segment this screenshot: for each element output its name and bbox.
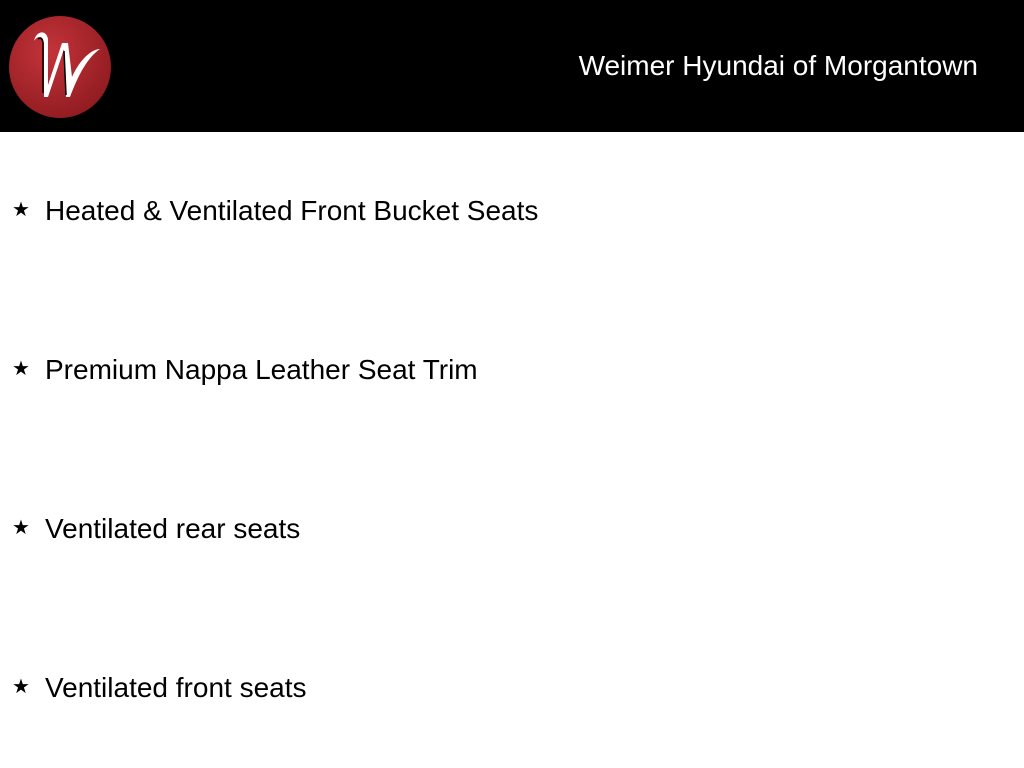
star-icon: ★ xyxy=(12,356,30,380)
feature-label: Premium Nappa Leather Seat Trim xyxy=(45,354,478,385)
page-header xyxy=(0,0,1024,132)
star-icon: ★ xyxy=(12,197,30,221)
feature-label: Ventilated front seats xyxy=(45,672,307,703)
feature-label: Heated & Ventilated Front Bucket Seats xyxy=(45,195,539,226)
list-item xyxy=(0,672,1024,712)
list-item xyxy=(0,195,1024,235)
list-item xyxy=(0,354,1024,394)
star-icon: ★ xyxy=(12,674,30,698)
dealer-name: Weimer Hyundai of Morgantown xyxy=(578,50,978,81)
feature-label: Ventilated rear seats xyxy=(45,513,301,544)
list-item xyxy=(0,513,1024,553)
weimer-w-logo-icon xyxy=(8,15,112,119)
star-icon: ★ xyxy=(12,515,30,539)
